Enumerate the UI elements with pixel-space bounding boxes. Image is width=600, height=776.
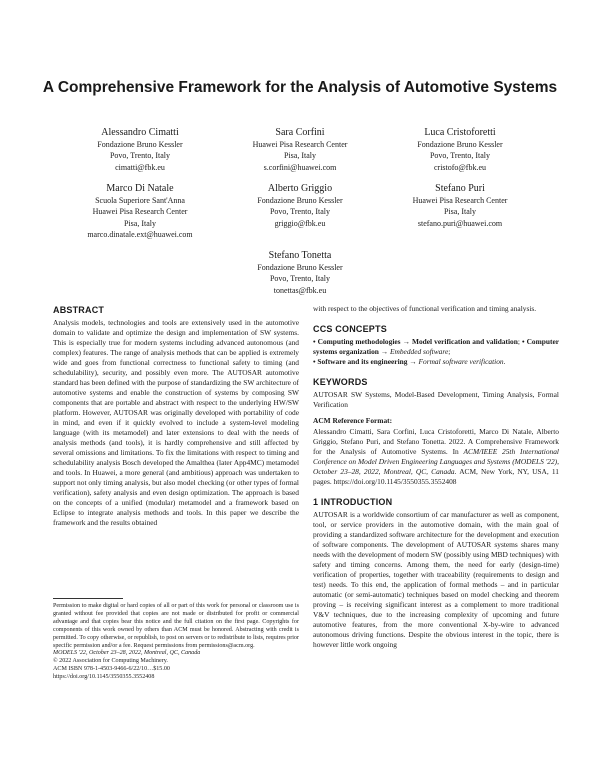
author-location: Pisa, Italy	[284, 151, 316, 161]
author-name: Alessandro Cimatti	[101, 127, 179, 138]
keywords-heading: KEYWORDS	[313, 377, 368, 387]
author-location: Povo, Trento, Italy	[429, 151, 490, 161]
ccs-concept-1: • Computing methodologies	[313, 337, 401, 346]
author-affiliation: Huawei Pisa Research Center	[412, 196, 508, 205]
ccs-concepts	[313, 337, 559, 367]
reference-tail: ACM, New York, NY, USA, 11 pages. https://doi.org/10.1145/3550355.3552408	[313, 467, 559, 486]
author-name: Luca Cristoforetti	[424, 127, 496, 138]
ccs-heading: CCS CONCEPTS	[313, 324, 387, 334]
author-name: Alberto Griggio	[267, 183, 333, 194]
author-block	[210, 126, 390, 173]
author-block	[50, 182, 230, 240]
reference-venue: ACM/IEEE 25th International Conference on Model Driven Engineering Languages and Systems (MODELS '22), October 23–28, 2022, Montreal, QC, Canada.	[313, 447, 559, 476]
footnote	[53, 603, 299, 682]
footnote-doi: https://doi.org/10.1145/3550355.3552408	[53, 674, 155, 681]
author-email: stefano.puri@huawei.com	[417, 218, 503, 228]
author-location: Pisa, Italy	[124, 218, 156, 228]
author-name: Marco Di Natale	[106, 183, 174, 194]
author-email: cimatti@fbk.eu	[115, 162, 165, 172]
ccs-terminator: .	[503, 357, 506, 366]
author-block	[370, 182, 550, 229]
author-location: Pisa, Italy	[444, 207, 476, 217]
ccs-separator: ;	[448, 347, 451, 356]
author-affiliation: Fondazione Bruno Kessler	[417, 140, 503, 149]
author-affiliation: Fondazione Bruno Kessler	[97, 140, 183, 149]
author-email: cristofo@fbk.eu	[433, 162, 487, 172]
abstract-text: Analysis models, technologies and tools are extensively used in the automotive domain to validate and optimize the design and implementation of SW systems. This is especially true for modern systems including advanced autonomous (and complex) features. The range of analysis methods that can be applied is extremely wide and goes from functional correctness to functional safety to timing (and schedulability), security, and possibly even more. The AUTOSAR automotive standard has been defined with the purpose of standardizing the SW architecture of automotive systems and enable the construction of systems by composing SW components that are portable and abstract with respect to the underlying HW/SW platform. However, AUTOSAR was originally developed with portability of code in mind, and even if it quickly evolved to include a system-level modeling language (with its metamodel) and later extensions to deal with the needs of analysis methods (and tools), it is hardly comprehensive and still affected by several omissions and limitations. To fix the limitations with respect to timing and schedulability analysis Bosch developed the Amalthea (later App4MC) metamodel and tools. In Huawei, a more general (and ambitious) approach was undertaken to support not only timing analysis, but also model checking (or other types of formal verification), safety analysis and even design optimization. The approach is based on the concepts of a unified (modular) metamodel and a framework based on Eclipse to integrate analysis methods and tools. In this paper we describe the framework and the results obtained	[53, 318, 299, 527]
footnote-divider	[53, 598, 123, 599]
paper-title: A Comprehensive Framework for the Analysis of Automotive Systems	[42, 79, 558, 96]
footnote-isbn: ACM ISBN 978-1-4503-9466-6/22/10…$15.00	[53, 666, 170, 673]
left-column	[53, 304, 299, 528]
author-block	[50, 126, 230, 173]
abstract-continuation: with respect to the objectives of functional verification and timing analysis.	[313, 304, 537, 313]
reference-text	[313, 427, 559, 487]
author-email: griggio@fbk.eu	[274, 218, 326, 228]
ccs-concept-2: • Computer systems organization	[313, 337, 560, 356]
keywords-text: AUTOSAR SW Systems, Model-Based Development, Timing Analysis, Formal Verification	[313, 390, 559, 409]
ccs-concept-2-detail: → Embedded software	[378, 347, 449, 356]
author-location: Povo, Trento, Italy	[109, 151, 170, 161]
author-affiliation-secondary: Huawei Pisa Research Center	[92, 207, 188, 217]
ccs-concept-1-detail: → Model verification and validation	[400, 337, 518, 346]
author-block	[370, 126, 550, 173]
introduction-heading: 1 INTRODUCTION	[313, 497, 393, 507]
author-block	[210, 182, 390, 229]
author-location: Povo, Trento, Italy	[269, 274, 330, 284]
footnote-copyright: © 2022 Association for Computing Machinery.	[53, 658, 168, 665]
ccs-separator: ;	[517, 337, 522, 346]
author-name: Sara Corfini	[275, 127, 325, 138]
footnote-venue: MODELS '22, October 23–28, 2022, Montreal, QC, Canada	[53, 650, 201, 657]
author-affiliation: Fondazione Bruno Kessler	[257, 263, 343, 272]
author-affiliation: Fondazione Bruno Kessler	[257, 196, 343, 205]
author-email: s.corfini@huawei.com	[263, 162, 337, 172]
author-email: marco.dinatale.ext@huawei.com	[87, 229, 193, 239]
reference-authors: Alessandro Cimatti, Sara Corfini, Luca Cristoforetti, Marco Di Natale, Alberto Griggio, Stefano Puri, and Stefano Tonetta. 2022. A Comprehensive Framework for the Analysis of Automotive Systems. In	[313, 427, 559, 456]
author-block	[210, 249, 390, 296]
abstract-heading: ABSTRACT	[53, 305, 105, 315]
ccs-concept-3: • Software and its engineering	[313, 357, 408, 366]
introduction-text: AUTOSAR is a worldwide consortium of car manufacturer as well as component, tool, or service providers in the automotive domain, with the main goal of providing a standardized software architecture for the development and execution of software components. The development of AUTOSAR systems shares many needs with the development of modern SW (possibly using MBD techniques) with safety and timing concerns. Among them, the need for early (design-time) verification of properties, together with traceability (requirements to design and test) needs. To this end, the application of formal methods – and in particular automatic (or semi-automatic) techniques based on model checking and theorem proving – is receiving significant interest as a complement to more traditional V&V techniques, due to the increasing complexity of upcoming and future automotive features, from the more conventional X-by-wire to advanced autonomous driving functions. Despite the obvious interest in the topic, there is however little work ongoing	[313, 510, 559, 649]
author-affiliation: Scuola Superiore Sant'Anna	[95, 196, 185, 205]
author-affiliation: Huawei Pisa Research Center	[252, 140, 348, 149]
author-location: Povo, Trento, Italy	[269, 207, 330, 217]
permission-notice: Permission to make digital or hard copies of all or part of this work for personal or classroom use is granted without fee provided that copies are not made or distributed for profit or commercial advantage and that copies bear this notice and the full citation on the first page. Copyrights for components of this work owned by others than ACM must be honored. Abstracting with credit is permitted. To copy otherwise, or republish, to post on servers or to redistribute to lists, requires prior specific permission and/or a fee. Request permissions from permissions@acm.org.	[53, 603, 299, 649]
author-name: Stefano Puri	[435, 183, 485, 194]
ccs-concept-3-detail: → Formal software verification	[407, 357, 504, 366]
reference-heading: ACM Reference Format:	[313, 416, 393, 425]
right-column	[313, 304, 559, 650]
author-email: tonettas@fbk.eu	[273, 285, 327, 295]
author-name: Stefano Tonetta	[268, 250, 332, 261]
